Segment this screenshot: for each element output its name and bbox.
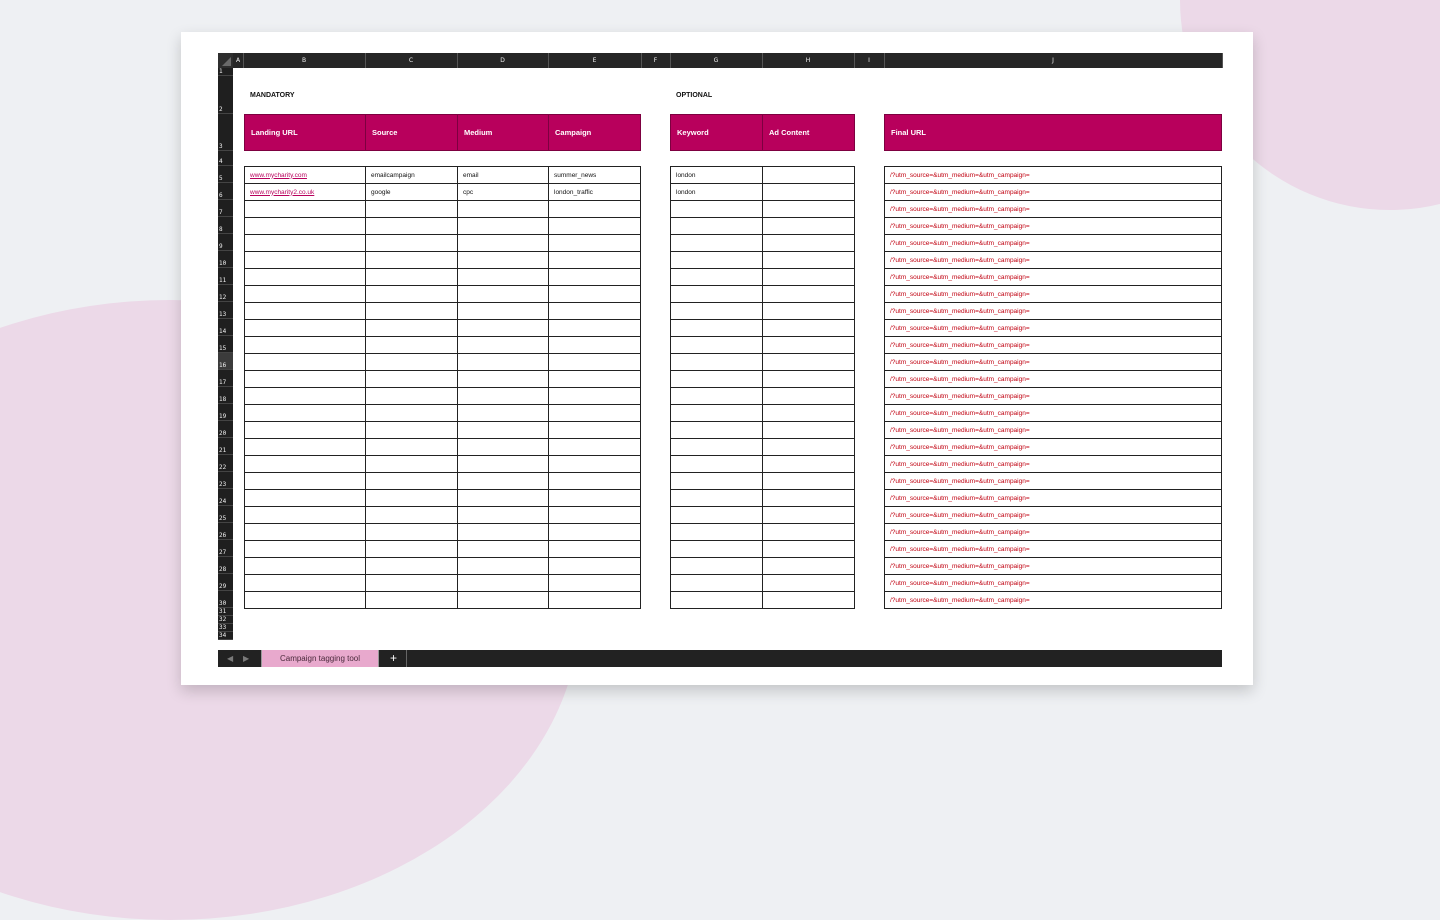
cell-landing-url[interactable] (244, 370, 366, 388)
cell-ad-content[interactable] (762, 353, 855, 371)
cell-campaign[interactable] (548, 251, 641, 269)
column-header-g[interactable]: G (670, 53, 763, 68)
cell-campaign[interactable] (548, 336, 641, 354)
cell-medium[interactable] (457, 234, 549, 252)
cell-medium[interactable] (457, 574, 549, 592)
row-header-26[interactable]: 26 (218, 523, 233, 540)
cell-ad-content[interactable] (762, 268, 855, 286)
cell-medium[interactable] (457, 472, 549, 490)
cell-medium[interactable]: cpc (457, 183, 549, 201)
cell-source[interactable]: emailcampaign (365, 166, 458, 184)
row-header-13[interactable]: 13 (218, 302, 233, 319)
row-header-6[interactable]: 6 (218, 183, 233, 200)
cell-landing-url[interactable] (244, 421, 366, 439)
cell-final-url[interactable]: /?utm_source=&utm_medium=&utm_campaign= (884, 336, 1222, 354)
cell-landing-url[interactable]: www.mycharity.com (244, 166, 366, 184)
cell-medium[interactable] (457, 370, 549, 388)
cell-final-url[interactable]: /?utm_source=&utm_medium=&utm_campaign= (884, 353, 1222, 371)
cell-campaign[interactable] (548, 268, 641, 286)
mandatory-section-label: MANDATORY (250, 92, 295, 99)
cell-ad-content[interactable] (762, 404, 855, 422)
cell-landing-url[interactable] (244, 268, 366, 286)
cell-campaign[interactable] (548, 217, 641, 235)
cell-final-url[interactable]: /?utm_source=&utm_medium=&utm_campaign= (884, 217, 1222, 235)
row-header-28[interactable]: 28 (218, 557, 233, 574)
row-header-12[interactable]: 12 (218, 285, 233, 302)
cell-landing-url[interactable] (244, 574, 366, 592)
cell-landing-url[interactable] (244, 387, 366, 405)
cell-source[interactable] (365, 557, 458, 575)
cell-final-url[interactable]: /?utm_source=&utm_medium=&utm_campaign= (884, 455, 1222, 473)
cell-keyword[interactable] (670, 404, 763, 422)
cell-keyword[interactable] (670, 302, 763, 320)
cell-source[interactable] (365, 234, 458, 252)
row-header-21[interactable]: 21 (218, 438, 233, 455)
column-header-j[interactable]: J (884, 53, 1223, 68)
cell-keyword[interactable] (670, 285, 763, 303)
cell-campaign[interactable] (548, 455, 641, 473)
cell-source[interactable] (365, 455, 458, 473)
cell-keyword[interactable] (670, 251, 763, 269)
cell-ad-content[interactable] (762, 506, 855, 524)
next-sheet-button[interactable]: ▶ (243, 654, 250, 663)
cell-keyword[interactable] (670, 523, 763, 541)
cell-campaign[interactable] (548, 523, 641, 541)
cell-final-url[interactable]: /?utm_source=&utm_medium=&utm_campaign= (884, 472, 1222, 490)
cell-medium[interactable] (457, 319, 549, 337)
cell-source[interactable] (365, 251, 458, 269)
spreadsheet-window (181, 32, 1253, 685)
row-header-3[interactable]: 3 (218, 114, 233, 151)
cell-ad-content[interactable] (762, 557, 855, 575)
cell-campaign[interactable] (548, 421, 641, 439)
cell-campaign[interactable] (548, 234, 641, 252)
cell-ad-content[interactable] (762, 285, 855, 303)
column-header-f[interactable]: F (641, 53, 671, 68)
row-header-23[interactable]: 23 (218, 472, 233, 489)
cell-final-url[interactable]: /?utm_source=&utm_medium=&utm_campaign= (884, 183, 1222, 201)
row-header-10[interactable]: 10 (218, 251, 233, 268)
cell-source[interactable] (365, 540, 458, 558)
cell-landing-url[interactable] (244, 234, 366, 252)
cell-landing-url[interactable] (244, 200, 366, 218)
cell-final-url[interactable]: /?utm_source=&utm_medium=&utm_campaign= (884, 421, 1222, 439)
cell-keyword[interactable] (670, 217, 763, 235)
cell-source[interactable] (365, 523, 458, 541)
cell-campaign[interactable] (548, 574, 641, 592)
header-final-url[interactable]: Final URL (884, 114, 1222, 151)
cell-campaign[interactable] (548, 353, 641, 371)
cell-final-url[interactable]: /?utm_source=&utm_medium=&utm_campaign= (884, 285, 1222, 303)
cell-campaign[interactable] (548, 370, 641, 388)
cell-medium[interactable] (457, 302, 549, 320)
cell-source[interactable] (365, 421, 458, 439)
cell-keyword[interactable] (670, 591, 763, 609)
row-header-31[interactable]: 31 (218, 608, 233, 616)
header-landing-url[interactable]: Landing URL (244, 114, 366, 151)
cell-campaign[interactable] (548, 285, 641, 303)
cell-medium[interactable] (457, 591, 549, 609)
row-header-11[interactable]: 11 (218, 268, 233, 285)
cell-medium[interactable] (457, 523, 549, 541)
cell-campaign[interactable] (548, 302, 641, 320)
cell-ad-content[interactable] (762, 489, 855, 507)
cell-medium[interactable] (457, 540, 549, 558)
prev-sheet-button[interactable]: ◀ (227, 654, 234, 663)
row-header-2[interactable]: 2 (218, 76, 233, 114)
header-medium[interactable]: Medium (457, 114, 549, 151)
cell-source[interactable] (365, 404, 458, 422)
cell-keyword[interactable] (670, 455, 763, 473)
cell-medium[interactable] (457, 438, 549, 456)
cell-final-url[interactable]: /?utm_source=&utm_medium=&utm_campaign= (884, 166, 1222, 184)
cell-keyword[interactable] (670, 234, 763, 252)
cell-medium[interactable] (457, 251, 549, 269)
column-header-h[interactable]: H (762, 53, 855, 68)
cell-keyword[interactable] (670, 336, 763, 354)
cell-keyword[interactable] (670, 438, 763, 456)
cell-keyword[interactable] (670, 574, 763, 592)
row-header-5[interactable]: 5 (218, 166, 233, 183)
cell-source[interactable] (365, 506, 458, 524)
add-sheet-button[interactable]: + (381, 650, 407, 667)
cell-keyword[interactable] (670, 540, 763, 558)
cell-source[interactable] (365, 353, 458, 371)
cell-keyword[interactable] (670, 370, 763, 388)
row-header-34[interactable]: 34 (218, 632, 233, 640)
row-header-4[interactable]: 4 (218, 151, 233, 166)
cell-final-url[interactable]: /?utm_source=&utm_medium=&utm_campaign= (884, 251, 1222, 269)
cell-keyword[interactable] (670, 506, 763, 524)
cell-campaign[interactable] (548, 200, 641, 218)
cell-ad-content[interactable] (762, 455, 855, 473)
cell-campaign[interactable] (548, 438, 641, 456)
cell-landing-url[interactable] (244, 217, 366, 235)
cell-landing-url[interactable] (244, 523, 366, 541)
cell-source[interactable] (365, 268, 458, 286)
cell-landing-url[interactable] (244, 404, 366, 422)
cell-source[interactable] (365, 336, 458, 354)
cell-medium[interactable] (457, 387, 549, 405)
cell-source[interactable] (365, 200, 458, 218)
cell-final-url[interactable]: /?utm_source=&utm_medium=&utm_campaign= (884, 268, 1222, 286)
cell-medium[interactable] (457, 336, 549, 354)
cell-landing-url[interactable] (244, 455, 366, 473)
cell-final-url[interactable]: /?utm_source=&utm_medium=&utm_campaign= (884, 489, 1222, 507)
cell-source[interactable] (365, 438, 458, 456)
row-header-8[interactable]: 8 (218, 217, 233, 234)
cell-campaign[interactable] (548, 387, 641, 405)
cell-medium[interactable]: email (457, 166, 549, 184)
cell-source[interactable] (365, 319, 458, 337)
cell-keyword[interactable]: london (670, 166, 763, 184)
cell-ad-content[interactable] (762, 251, 855, 269)
column-header-c[interactable]: C (365, 53, 458, 68)
column-header-i[interactable]: I (854, 53, 885, 68)
cell-keyword[interactable] (670, 489, 763, 507)
cell-landing-url[interactable] (244, 285, 366, 303)
header-ad-content[interactable]: Ad Content (762, 114, 855, 151)
row-header-7[interactable]: 7 (218, 200, 233, 217)
cell-campaign[interactable] (548, 489, 641, 507)
cell-medium[interactable] (457, 217, 549, 235)
row-header-20[interactable]: 20 (218, 421, 233, 438)
cell-campaign[interactable] (548, 319, 641, 337)
cell-medium[interactable] (457, 200, 549, 218)
cell-campaign[interactable] (548, 540, 641, 558)
cell-keyword[interactable] (670, 557, 763, 575)
cell-medium[interactable] (457, 404, 549, 422)
row-header-22[interactable]: 22 (218, 455, 233, 472)
cell-ad-content[interactable] (762, 574, 855, 592)
row-header-33[interactable]: 33 (218, 624, 233, 632)
cell-ad-content[interactable] (762, 217, 855, 235)
cell-landing-url[interactable] (244, 251, 366, 269)
cell-medium[interactable] (457, 353, 549, 371)
cell-final-url[interactable]: /?utm_source=&utm_medium=&utm_campaign= (884, 591, 1222, 609)
column-header-b[interactable]: B (243, 53, 366, 68)
cell-campaign[interactable] (548, 404, 641, 422)
cell-ad-content[interactable] (762, 234, 855, 252)
row-header-30[interactable]: 30 (218, 591, 233, 608)
cell-source[interactable] (365, 387, 458, 405)
cell-ad-content[interactable] (762, 540, 855, 558)
row-header-16[interactable]: 16 (218, 353, 233, 370)
cell-keyword[interactable] (670, 472, 763, 490)
cell-source[interactable] (365, 472, 458, 490)
cell-ad-content[interactable] (762, 336, 855, 354)
cell-keyword[interactable] (670, 421, 763, 439)
cell-medium[interactable] (457, 489, 549, 507)
cell-landing-url[interactable] (244, 438, 366, 456)
cell-source[interactable] (365, 574, 458, 592)
cell-final-url[interactable]: /?utm_source=&utm_medium=&utm_campaign= (884, 370, 1222, 388)
cell-campaign[interactable] (548, 506, 641, 524)
cell-medium[interactable] (457, 421, 549, 439)
cell-keyword[interactable] (670, 387, 763, 405)
cell-final-url[interactable]: /?utm_source=&utm_medium=&utm_campaign= (884, 506, 1222, 524)
cell-source[interactable] (365, 370, 458, 388)
cell-medium[interactable] (457, 285, 549, 303)
cell-final-url[interactable]: /?utm_source=&utm_medium=&utm_campaign= (884, 319, 1222, 337)
cell-ad-content[interactable] (762, 472, 855, 490)
cell-final-url[interactable]: /?utm_source=&utm_medium=&utm_campaign= (884, 404, 1222, 422)
cell-campaign[interactable] (548, 557, 641, 575)
header-campaign[interactable]: Campaign (548, 114, 641, 151)
cell-source[interactable]: google (365, 183, 458, 201)
cell-landing-url[interactable] (244, 472, 366, 490)
cell-campaign[interactable]: london_traffic (548, 183, 641, 201)
cell-keyword[interactable] (670, 319, 763, 337)
cell-medium[interactable] (457, 455, 549, 473)
cell-campaign[interactable]: summer_news (548, 166, 641, 184)
cell-medium[interactable] (457, 506, 549, 524)
cell-keyword[interactable] (670, 353, 763, 371)
row-header-15[interactable]: 15 (218, 336, 233, 353)
cell-campaign[interactable] (548, 472, 641, 490)
cell-landing-url[interactable] (244, 489, 366, 507)
row-header-19[interactable]: 19 (218, 404, 233, 421)
cell-landing-url[interactable] (244, 336, 366, 354)
row-header-14[interactable]: 14 (218, 319, 233, 336)
row-header-18[interactable]: 18 (218, 387, 233, 404)
cell-ad-content[interactable] (762, 166, 855, 184)
cell-final-url[interactable]: /?utm_source=&utm_medium=&utm_campaign= (884, 574, 1222, 592)
cell-keyword[interactable]: london (670, 183, 763, 201)
cell-source[interactable] (365, 285, 458, 303)
cell-medium[interactable] (457, 557, 549, 575)
cell-final-url[interactable]: /?utm_source=&utm_medium=&utm_campaign= (884, 387, 1222, 405)
cell-landing-url[interactable]: www.mycharity2.co.uk (244, 183, 366, 201)
cell-ad-content[interactable] (762, 523, 855, 541)
tab-campaign-tagging-tool[interactable]: Campaign tagging tool (261, 650, 379, 667)
column-header-a[interactable]: A (233, 53, 244, 68)
cell-keyword[interactable] (670, 268, 763, 286)
cell-ad-content[interactable] (762, 183, 855, 201)
cell-final-url[interactable]: /?utm_source=&utm_medium=&utm_campaign= (884, 302, 1222, 320)
cell-keyword[interactable] (670, 200, 763, 218)
cell-landing-url[interactable] (244, 353, 366, 371)
cell-landing-url[interactable] (244, 319, 366, 337)
cell-ad-content[interactable] (762, 438, 855, 456)
cell-ad-content[interactable] (762, 591, 855, 609)
column-header-e[interactable]: E (548, 53, 642, 68)
column-header-d[interactable]: D (457, 53, 549, 68)
cell-source[interactable] (365, 217, 458, 235)
row-header-32[interactable]: 32 (218, 616, 233, 624)
cell-landing-url[interactable] (244, 302, 366, 320)
cell-landing-url[interactable] (244, 591, 366, 609)
row-header-24[interactable]: 24 (218, 489, 233, 506)
cell-final-url[interactable]: /?utm_source=&utm_medium=&utm_campaign= (884, 523, 1222, 541)
cell-source[interactable] (365, 591, 458, 609)
cell-final-url[interactable]: /?utm_source=&utm_medium=&utm_campaign= (884, 540, 1222, 558)
select-all-corner[interactable] (218, 53, 233, 68)
cell-campaign[interactable] (548, 591, 641, 609)
cell-ad-content[interactable] (762, 370, 855, 388)
cell-ad-content[interactable] (762, 421, 855, 439)
row-header-25[interactable]: 25 (218, 506, 233, 523)
cell-ad-content[interactable] (762, 302, 855, 320)
row-header-29[interactable]: 29 (218, 574, 233, 591)
cell-landing-url[interactable] (244, 540, 366, 558)
header-keyword[interactable]: Keyword (670, 114, 763, 151)
cell-landing-url[interactable] (244, 506, 366, 524)
row-header-9[interactable]: 9 (218, 234, 233, 251)
cell-medium[interactable] (457, 268, 549, 286)
row-header-17[interactable]: 17 (218, 370, 233, 387)
cell-final-url[interactable]: /?utm_source=&utm_medium=&utm_campaign= (884, 234, 1222, 252)
row-header-1[interactable]: 1 (218, 68, 233, 76)
optional-section-label: OPTIONAL (676, 92, 713, 99)
cell-source[interactable] (365, 302, 458, 320)
row-header-27[interactable]: 27 (218, 540, 233, 557)
cell-landing-url[interactable] (244, 557, 366, 575)
cell-ad-content[interactable] (762, 200, 855, 218)
cell-final-url[interactable]: /?utm_source=&utm_medium=&utm_campaign= (884, 557, 1222, 575)
cell-final-url[interactable]: /?utm_source=&utm_medium=&utm_campaign= (884, 200, 1222, 218)
cell-ad-content[interactable] (762, 319, 855, 337)
header-source[interactable]: Source (365, 114, 458, 151)
cell-final-url[interactable]: /?utm_source=&utm_medium=&utm_campaign= (884, 438, 1222, 456)
cell-ad-content[interactable] (762, 387, 855, 405)
cell-source[interactable] (365, 489, 458, 507)
